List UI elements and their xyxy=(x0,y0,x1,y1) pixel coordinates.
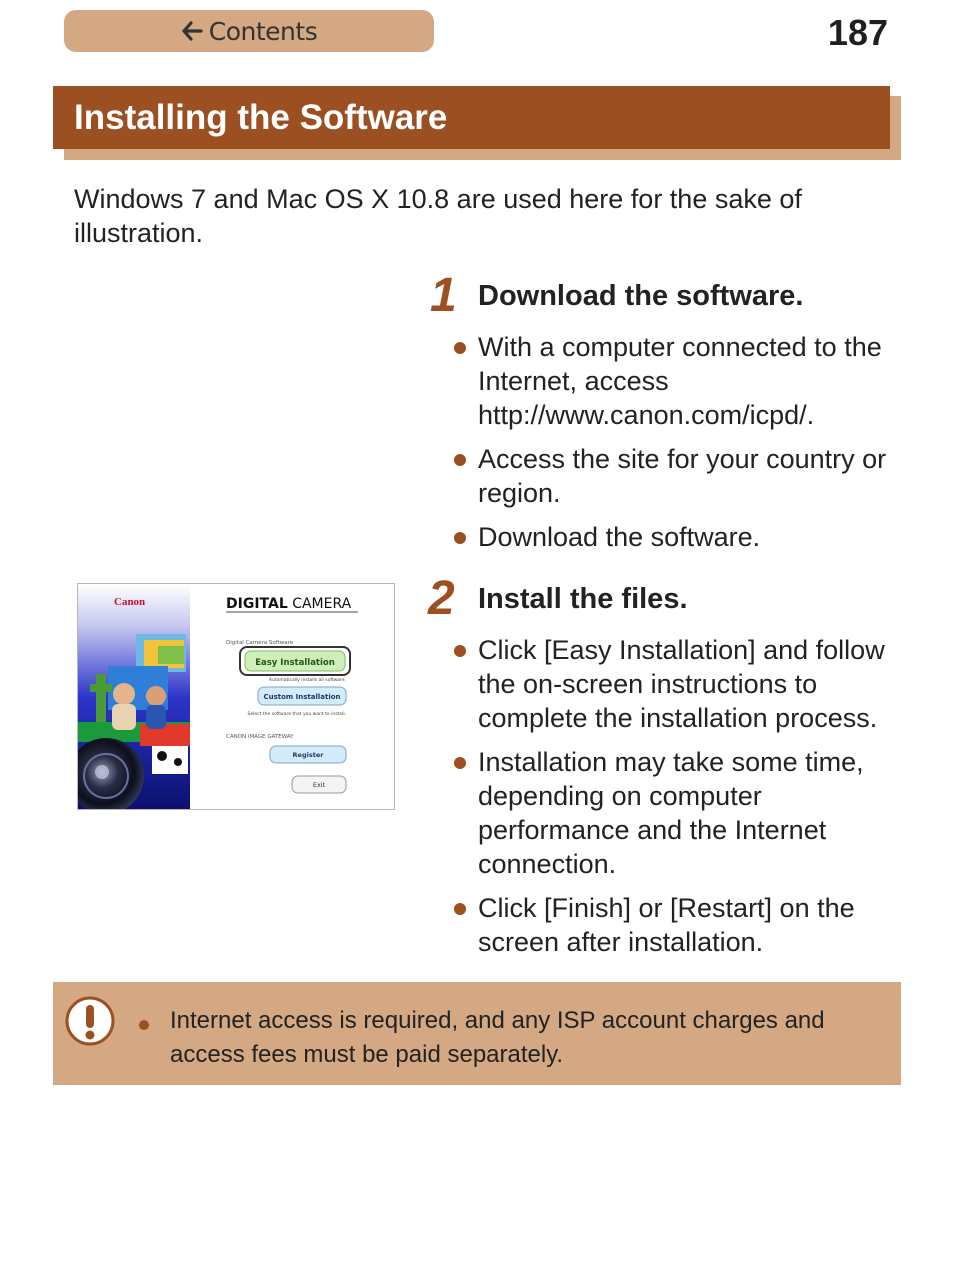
easy-installation-button[interactable] xyxy=(240,647,350,675)
installer-screenshot xyxy=(77,583,395,810)
arrow-left-icon xyxy=(181,20,203,42)
product-title: DIGITAL CAMERA xyxy=(226,596,352,612)
software-section-label: Digital Camera Software xyxy=(226,640,294,646)
canon-logo: Canon xyxy=(114,596,146,608)
svg-text:Easy Installation: Easy Installation xyxy=(255,658,335,668)
intro-text: Windows 7 and Mac OS X 10.8 are used here for the sake of illustration. xyxy=(74,184,802,248)
step-2-bullets xyxy=(452,633,912,959)
step-2-number: 2 xyxy=(428,572,455,625)
contents-label: Contents xyxy=(208,16,318,46)
page-number: 187 xyxy=(827,12,888,53)
easy-caption: Automatically installs all software. xyxy=(268,678,346,683)
gateway-label: CANON iMAGE GATEWAY xyxy=(226,734,294,740)
list-item: Download the software. xyxy=(452,520,912,554)
installer-illustration xyxy=(78,584,395,810)
page-title: Installing the Software xyxy=(53,86,890,149)
notice-bullet xyxy=(139,1020,149,1030)
step-1-number: 1 xyxy=(430,269,457,322)
list-item: Installation may take some time, depending on computer performance and the Internet connection. xyxy=(452,745,912,881)
contents-button[interactable] xyxy=(64,10,434,52)
svg-text:Custom Installation: Custom Installation xyxy=(263,693,341,701)
list-item: Access the site for your country or region. xyxy=(452,442,912,510)
exit-button[interactable] xyxy=(292,776,346,793)
notice-box xyxy=(53,982,901,1085)
svg-text:Exit: Exit xyxy=(312,781,326,789)
custom-caption: Select the software that you want to install. xyxy=(247,712,346,717)
list-item: With a computer connected to the Internet, access http://www.canon.com/icpd/. xyxy=(452,330,912,432)
list-item: Click [Finish] or [Restart] on the screen after installation. xyxy=(452,891,912,959)
svg-text:Register: Register xyxy=(292,751,324,759)
custom-installation-button[interactable] xyxy=(258,687,346,705)
exclamation-circle-icon xyxy=(65,996,115,1046)
step-1-bullets xyxy=(452,330,912,554)
register-button[interactable] xyxy=(270,746,346,763)
step-2-title: Install the files. xyxy=(478,583,688,615)
step-1-title: Download the software. xyxy=(478,280,804,312)
notice-text: Internet access is required, and any ISP account charges and access fees must be paid separately. xyxy=(170,1007,825,1068)
list-item: Click [Easy Installation] and follow the on-screen instructions to complete the installation process. xyxy=(452,633,912,735)
